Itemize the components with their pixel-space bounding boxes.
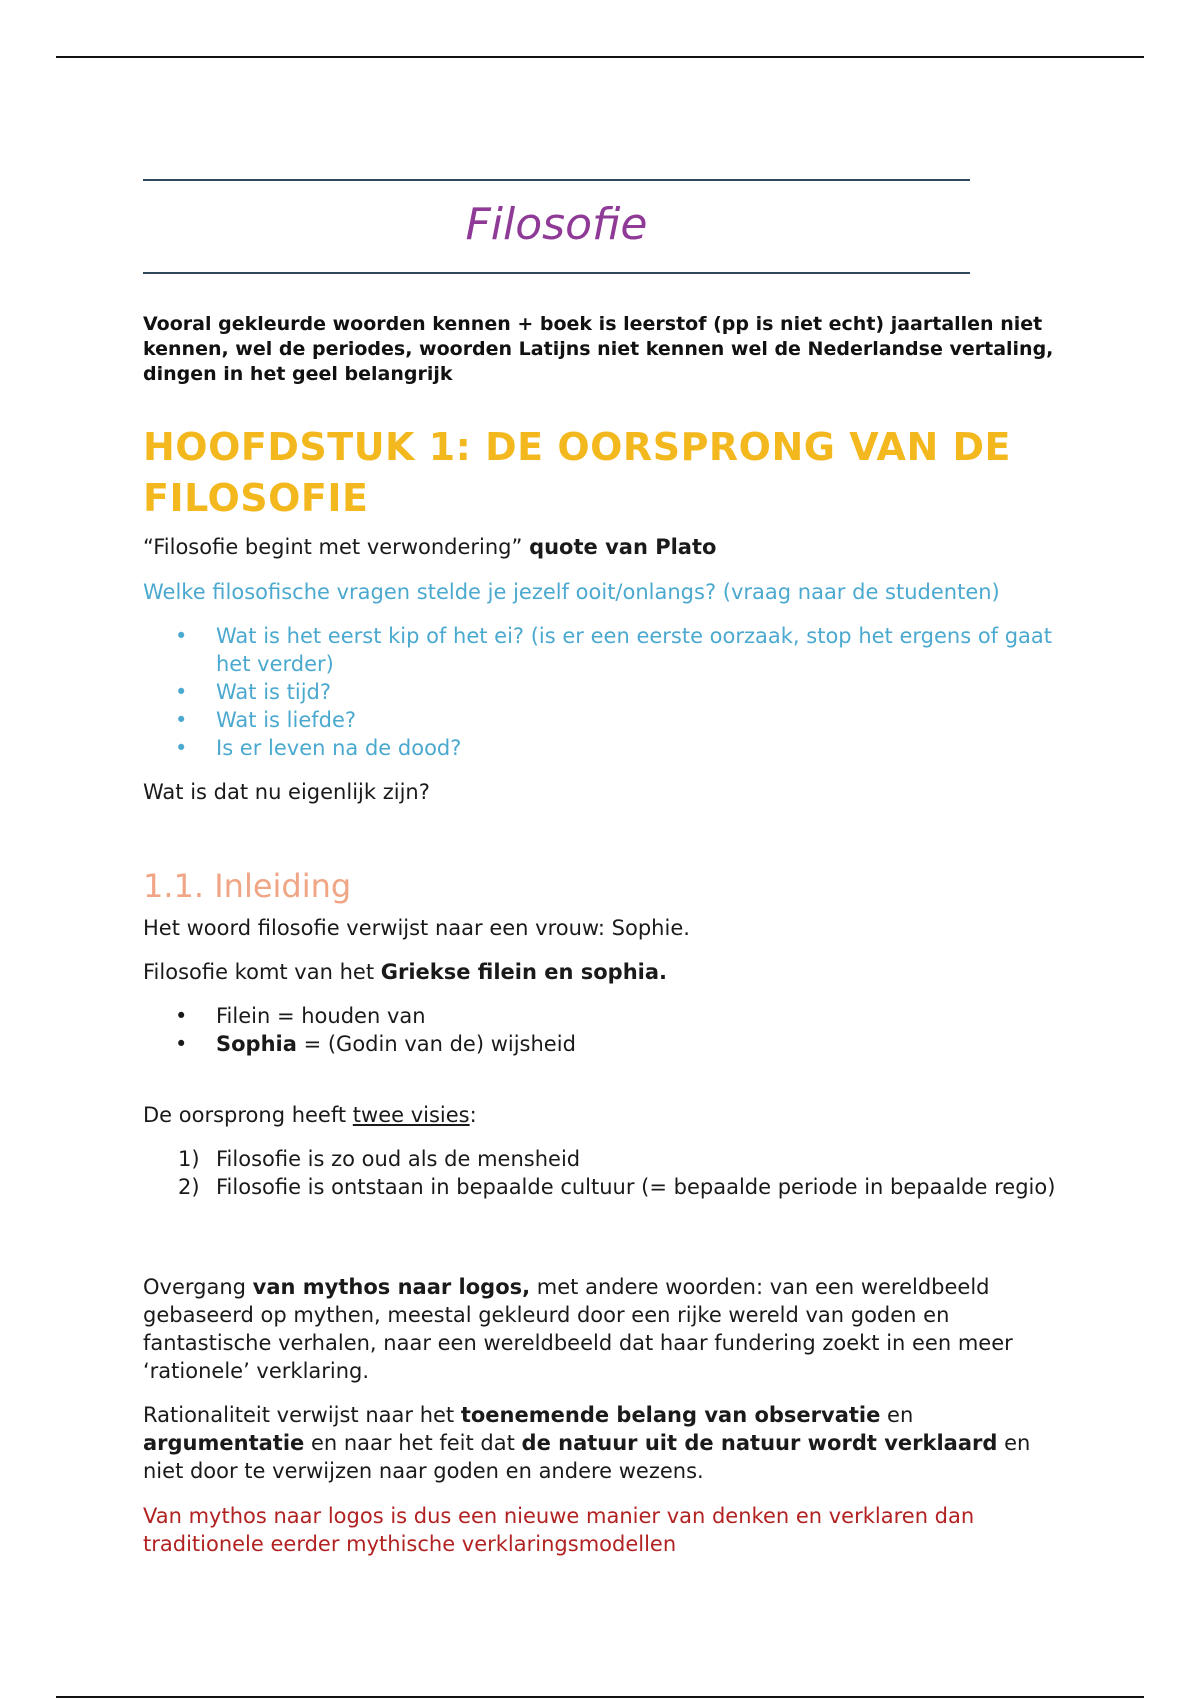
quote-attribution: quote van Plato [529, 535, 717, 559]
list-item: • Filein = houden van [175, 1004, 426, 1028]
list-item: • Wat is liefde? [175, 708, 357, 732]
title-top-rule [143, 179, 970, 181]
bullet-icon: • [175, 708, 188, 732]
list-number: 2) [178, 1175, 200, 1199]
list-item: 1) Filosofie is zo oud als de mensheid [178, 1147, 581, 1171]
closing-question: Wat is dat nu eigenlijk zijn? [143, 780, 430, 804]
paragraph-origin-word: Filosofie komt van het Griekse filein en sophia. [143, 960, 668, 984]
page-bottom-rule [56, 1696, 1144, 1698]
page-top-rule [56, 56, 1144, 58]
plato-quote [143, 533, 1063, 561]
bullet-icon: • [175, 1032, 188, 1056]
paragraph-mythos-logos: Overgang van mythos naar logos, met andere woorden: van een wereldbeeld gebaseerd op mythen, meestal gekleurd door een rijke wereld van goden en fantastische verhalen, naar een wereldbeeld dat haar fundering zoekt in een meer ‘rationele’ verklaring. [143, 1275, 1013, 1383]
bullet-icon: • [175, 680, 188, 704]
list-item: • Wat is tijd? [175, 680, 332, 704]
paragraph-sophie: Het woord filosofie verwijst naar een vrouw: Sophie. [143, 916, 690, 940]
quote-text: “Filosofie begint met verwondering” [143, 535, 523, 559]
paragraph-rationality: Rationaliteit verwijst naar het toenemende belang van observatie en argumentatie en naar het feit dat de natuur uit de natuur wordt verklaard en niet door te verwijzen naar goden en andere wezens. [143, 1403, 1031, 1483]
visions-list [143, 1145, 1063, 1201]
section-heading: 1.1. Inleiding [143, 867, 352, 905]
paragraph-conclusion: Van mythos naar logos is dus een nieuwe manier van denken en verklaren dan traditionele eerder mythische verklaringsmodellen [143, 1504, 975, 1556]
paragraph-two-visions: De oorsprong heeft twee visies: [143, 1103, 477, 1127]
questions-list [143, 622, 1063, 762]
list-number: 1) [178, 1147, 200, 1171]
title-bottom-rule [143, 272, 970, 274]
definition-term: Sophia [216, 1032, 297, 1056]
chapter-heading: HOOFDSTUK 1: DE OORSPRONG VAN DE FILOSOFIE [143, 425, 1011, 520]
document-title: Filosofie [465, 199, 648, 250]
list-item: • Sophia = (Godin van de) wijsheid [175, 1032, 576, 1056]
intro-note: Vooral gekleurde woorden kennen + boek is leerstof (pp is niet echt) jaartallen niet kennen, wel de periodes, woorden Latijns niet kennen wel de Nederlandse vertaling, dingen in het geel belangrijk [143, 313, 1054, 385]
definition-term: Filein [216, 1004, 271, 1028]
question-lead: Welke filosofische vragen stelde je jezelf ooit/onlangs? (vraag naar de studenten) [143, 580, 1000, 604]
bullet-icon: • [175, 1004, 188, 1028]
list-item: 2) Filosofie is ontstaan in bepaalde cultuur (= bepaalde periode in bepaalde regio) [178, 1175, 1056, 1199]
bullet-icon: • [175, 624, 188, 648]
bullet-icon: • [175, 736, 188, 760]
definitions-list [143, 1002, 1063, 1058]
list-item: • Wat is het eerst kip of het ei? (is er een eerste oorzaak, stop het ergens of gaat het verder) [175, 624, 1053, 676]
list-item: • Is er leven na de dood? [175, 736, 462, 760]
